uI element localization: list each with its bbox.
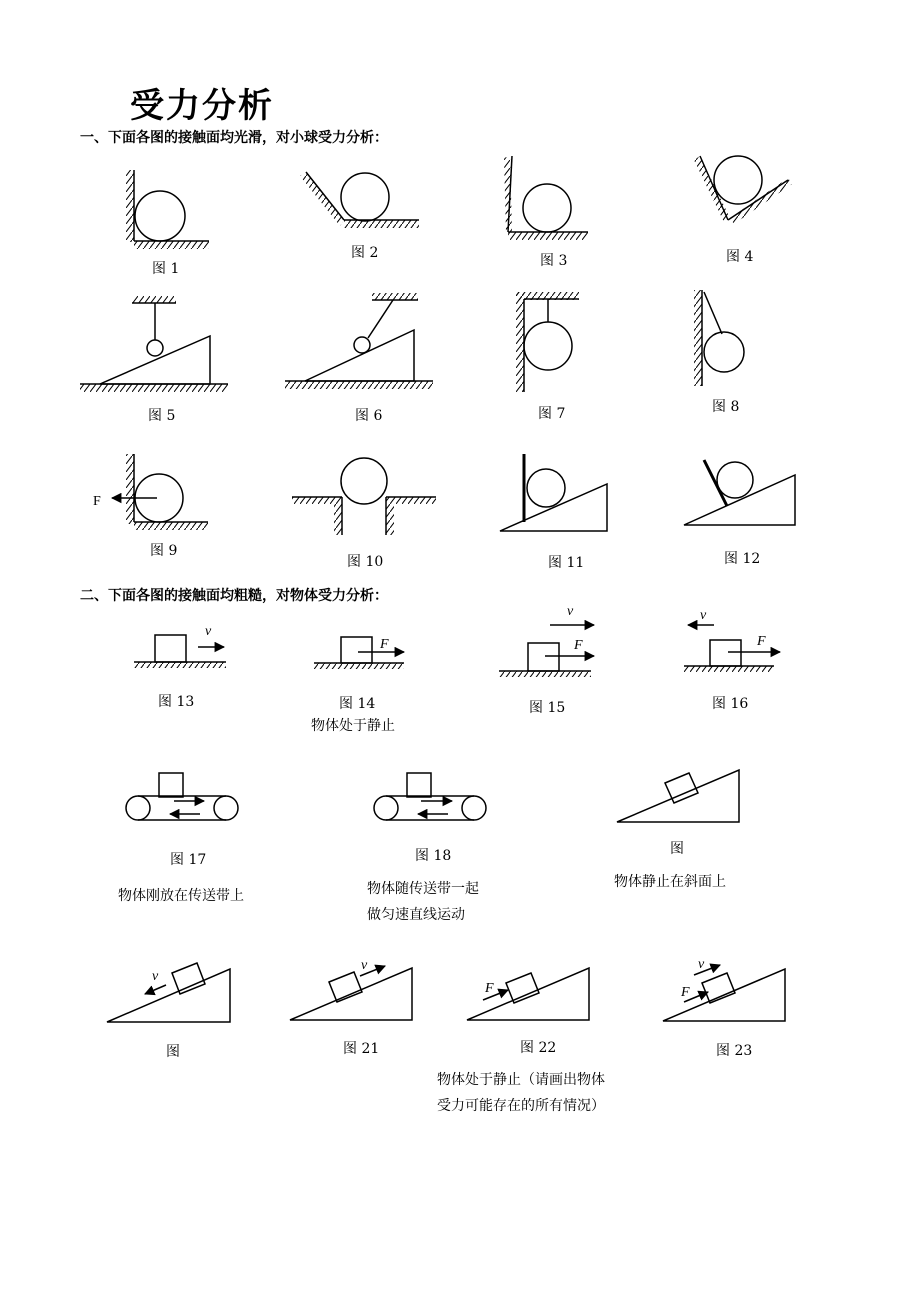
section-2-heading: 二、下面各图的接触面均粗糙，对物体受力分析： bbox=[80, 588, 388, 604]
figure-9-force-label: F bbox=[93, 494, 101, 509]
figure-6-caption: 图 6 bbox=[355, 408, 383, 424]
figure-12-caption: 图 12 bbox=[724, 551, 761, 567]
page-title: 受力分析 bbox=[130, 86, 274, 126]
figure-23-caption: 图 23 bbox=[716, 1043, 753, 1059]
figure-9-diagram bbox=[112, 454, 208, 530]
figure-18-note-line2: 做匀速直线运动 bbox=[367, 907, 465, 923]
figure-13-velocity-label: v bbox=[205, 624, 212, 639]
figure-18-note-line1: 物体随传送带一起 bbox=[367, 881, 479, 897]
figure-22-caption: 图 22 bbox=[520, 1040, 557, 1056]
figure-1-diagram bbox=[126, 170, 209, 249]
figure-9-caption: 图 9 bbox=[150, 543, 178, 559]
figure-19-caption: 图 bbox=[670, 841, 684, 857]
figure-16-velocity-label: v bbox=[700, 608, 707, 623]
figure-22-note-line2: 受力可能存在的所有情况） bbox=[437, 1098, 605, 1114]
figure-23-velocity-label: v bbox=[698, 957, 705, 972]
figure-19-incline bbox=[617, 770, 739, 822]
figure-14-force-label: F bbox=[380, 637, 389, 652]
figure-17-conveyor bbox=[126, 773, 238, 820]
figure-5-caption: 图 5 bbox=[148, 408, 176, 424]
figure-15-force-label: F bbox=[574, 638, 583, 653]
figure-21-velocity-label: v bbox=[361, 958, 368, 973]
figure-22-force-label: F bbox=[485, 981, 494, 996]
figure-16-diagram bbox=[684, 625, 780, 672]
figure-20-velocity-label: v bbox=[152, 969, 159, 984]
figure-20-caption: 图 bbox=[166, 1044, 180, 1060]
figure-18-caption: 图 18 bbox=[415, 848, 452, 864]
figure-14-note: 物体处于静止 bbox=[311, 718, 395, 734]
figure-7-diagram bbox=[516, 292, 579, 392]
section-1-heading: 一、下面各图的接触面均光滑，对小球受力分析： bbox=[80, 130, 388, 146]
figure-14-diagram bbox=[314, 637, 404, 669]
figure-5-diagram bbox=[80, 296, 228, 392]
figure-16-caption: 图 16 bbox=[712, 696, 749, 712]
figure-2-diagram bbox=[300, 172, 419, 228]
figure-19-note: 物体静止在斜面上 bbox=[614, 874, 726, 890]
figure-17-caption: 图 17 bbox=[170, 852, 207, 868]
figure-2-caption: 图 2 bbox=[351, 245, 379, 261]
figure-11-diagram bbox=[500, 454, 607, 531]
figure-10-diagram bbox=[292, 458, 436, 535]
figure-7-caption: 图 7 bbox=[538, 406, 566, 422]
figure-16-force-label: F bbox=[757, 634, 766, 649]
figure-18-conveyor bbox=[374, 773, 486, 820]
figure-13-diagram bbox=[134, 635, 226, 668]
figure-21-incline bbox=[290, 966, 412, 1020]
figure-10-caption: 图 10 bbox=[347, 554, 384, 570]
figure-8-diagram bbox=[694, 290, 744, 386]
figure-21-caption: 图 21 bbox=[343, 1041, 380, 1057]
figure-20-incline bbox=[107, 963, 230, 1022]
figure-15-caption: 图 15 bbox=[529, 700, 566, 716]
figure-12-diagram bbox=[684, 460, 795, 525]
figure-8-caption: 图 8 bbox=[712, 399, 740, 415]
figure-14-caption: 图 14 bbox=[339, 696, 376, 712]
figure-3-caption: 图 3 bbox=[540, 253, 568, 269]
figure-23-force-label: F bbox=[681, 985, 690, 1000]
figure-15-velocity-label: v bbox=[567, 604, 574, 619]
figure-4-diagram bbox=[694, 156, 792, 224]
figure-22-note-line1: 物体处于静止（请画出物体 bbox=[437, 1072, 605, 1088]
figure-3-diagram bbox=[504, 156, 588, 240]
figure-11-caption: 图 11 bbox=[548, 555, 585, 571]
figure-17-note: 物体刚放在传送带上 bbox=[118, 888, 244, 904]
figure-13-caption: 图 13 bbox=[158, 694, 195, 710]
figure-6-diagram bbox=[285, 293, 433, 389]
figure-1-caption: 图 1 bbox=[152, 261, 180, 277]
figure-4-caption: 图 4 bbox=[726, 249, 754, 265]
